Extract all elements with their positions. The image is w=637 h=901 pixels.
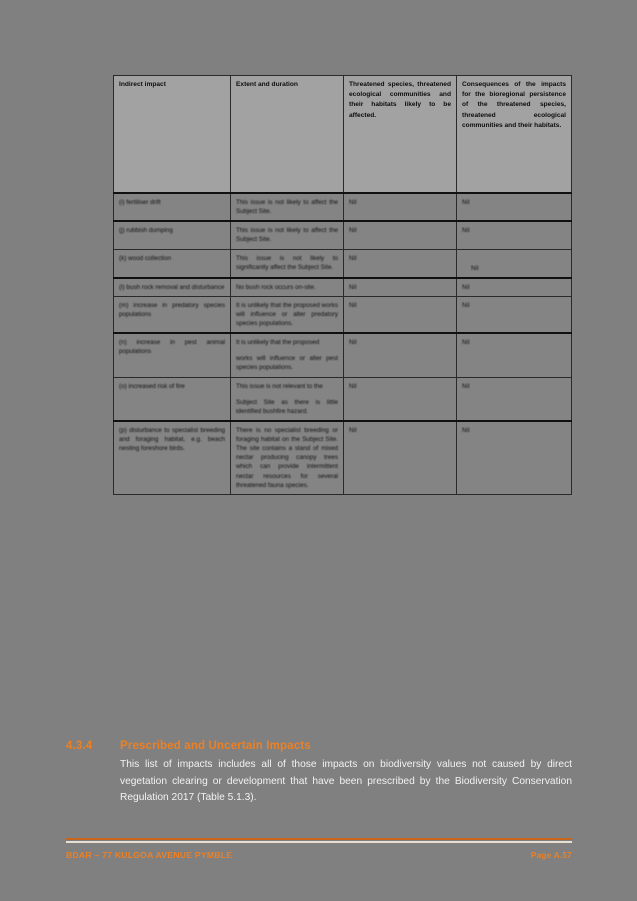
table-row — [114, 377, 572, 421]
extent-text: There is no specialist breeding or foraging habitat on the Subject Site. The site contains a stand of mixed nectar producing canopy trees which can provide intermittent nectar resources for several threatened fauna species. — [236, 426, 338, 489]
indirect-impacts-table — [113, 75, 572, 495]
cell-indirect-impact — [114, 221, 231, 249]
cell-consequences — [457, 377, 572, 421]
extent-text: This issue is not likely to significantly affect the Subject Site. — [236, 254, 338, 271]
column-header-threatened-species: Threatened species, threatened ecological communities and their habitats likely to be affected. — [344, 76, 457, 194]
impact-text: (i) fertiliser drift — [119, 199, 161, 206]
cell-consequences — [457, 296, 572, 333]
cell-threatened-species — [344, 296, 457, 333]
threatened-value: Nil — [349, 283, 357, 291]
impact-text: (o) increased risk of fire — [119, 382, 185, 390]
footer-page-number: Page A.57 — [530, 850, 572, 860]
consequences-value: Nil — [462, 199, 470, 206]
cell-threatened-species — [344, 193, 457, 221]
table-row — [114, 249, 572, 278]
cell-indirect-impact — [114, 278, 231, 297]
cell-indirect-impact — [114, 296, 231, 333]
consequences-value: Nil — [471, 264, 479, 272]
section-number: 4.3.4 — [66, 740, 93, 752]
section-heading — [66, 740, 572, 752]
cell-threatened-species — [344, 278, 457, 297]
column-header-extent-duration: Extent and duration — [231, 76, 344, 194]
extent-text: It is unlikely that the proposed — [236, 339, 320, 347]
table-body — [114, 193, 572, 494]
column-header-consequences: Consequences of the impacts for the bioregional persistence of the threatened species, threatened ecological communities and their habitats. — [457, 76, 572, 194]
section-prescribed-uncertain-impacts — [66, 740, 572, 807]
cell-consequences — [457, 221, 572, 249]
consequences-value: Nil — [462, 301, 470, 309]
cell-indirect-impact — [114, 333, 231, 377]
threatened-value: Nil — [349, 227, 357, 235]
impact-text: (p) disturbance to specialist breeding and foraging habitat, e.g. beach nesting foreshore birds. — [119, 426, 225, 453]
cell-threatened-species — [344, 377, 457, 421]
threatened-value: Nil — [349, 199, 357, 206]
cell-threatened-species — [344, 221, 457, 249]
threatened-value: Nil — [349, 382, 357, 390]
table-row — [114, 333, 572, 377]
extent-text: No bush rock occurs on-site. — [236, 283, 316, 291]
cell-extent-duration — [231, 296, 344, 333]
cell-threatened-species — [344, 333, 457, 377]
table-row — [114, 221, 572, 249]
table-row — [114, 193, 572, 221]
footer-divider-bottom — [66, 841, 572, 843]
cell-indirect-impact — [114, 193, 231, 221]
extent-text: It is unlikely that the proposed works will influence or alter predatory species populations. — [236, 301, 338, 327]
cell-extent-duration — [231, 249, 344, 278]
footer-content — [66, 850, 572, 860]
cell-extent-duration — [231, 278, 344, 297]
cell-consequences — [457, 249, 572, 278]
cell-indirect-impact — [114, 377, 231, 421]
extent-text: This issue is not likely to affect the Subject Site. — [236, 199, 338, 216]
cell-consequences — [457, 333, 572, 377]
threatened-value: Nil — [349, 301, 357, 309]
section-title: Prescribed and Uncertain Impacts — [120, 740, 311, 752]
table-header — [114, 76, 572, 194]
footer-divider-top — [66, 838, 572, 840]
table-row — [114, 278, 572, 297]
footer-document-title: BDAR – 77 KULGOA AVENUE PYMBLE — [66, 849, 233, 860]
threatened-value: Nil — [349, 426, 357, 434]
threatened-value: Nil — [349, 339, 357, 347]
cell-consequences — [457, 278, 572, 297]
extent-text: This issue is not relevant to the — [236, 382, 323, 390]
cell-extent-duration — [231, 377, 344, 421]
impact-text: (j) rubbish dumping — [119, 227, 173, 235]
section-body-text: This list of impacts includes all of those impacts on biodiversity values not caused by direct vegetation clearing or development that have been prescribed by the Biodiversity Conservation Regulation 2017 (Table 5.1.3). — [120, 759, 572, 804]
cell-extent-duration — [231, 221, 344, 249]
column-header-indirect-impact: Indirect impact — [114, 76, 231, 194]
table-header-row — [114, 76, 572, 194]
impact-text: (m) increase in predatory species populations — [119, 301, 225, 318]
consequences-value: Nil — [462, 339, 470, 347]
consequences-value: Nil — [462, 227, 470, 235]
cell-extent-duration — [231, 193, 344, 221]
cell-indirect-impact — [114, 421, 231, 494]
cell-extent-duration — [231, 421, 344, 494]
cell-threatened-species — [344, 421, 457, 494]
extent-text-continued: works will influence or alter pest species populations. — [236, 355, 338, 372]
impact-text: (k) wood collection — [119, 254, 172, 262]
cell-extent-duration — [231, 333, 344, 377]
extent-text: This issue is not likely to affect the Subject Site. — [236, 227, 338, 244]
page-footer — [66, 838, 572, 860]
table-row — [114, 296, 572, 333]
consequences-value: Nil — [462, 283, 470, 291]
consequences-value: Nil — [462, 426, 470, 434]
cell-consequences — [457, 421, 572, 494]
cell-indirect-impact — [114, 249, 231, 278]
impact-text: (l) bush rock removal and disturbance — [119, 283, 225, 291]
impact-text: (n) increase in pest animal populations — [119, 339, 225, 356]
indirect-impacts-table-container — [113, 75, 571, 495]
extent-text-continued: Subject Site as there is little identified bushfire hazard. — [236, 398, 338, 415]
cell-threatened-species — [344, 249, 457, 278]
cell-consequences — [457, 193, 572, 221]
table-row — [114, 421, 572, 494]
consequences-value: Nil — [462, 382, 470, 390]
threatened-value: Nil — [349, 254, 357, 262]
